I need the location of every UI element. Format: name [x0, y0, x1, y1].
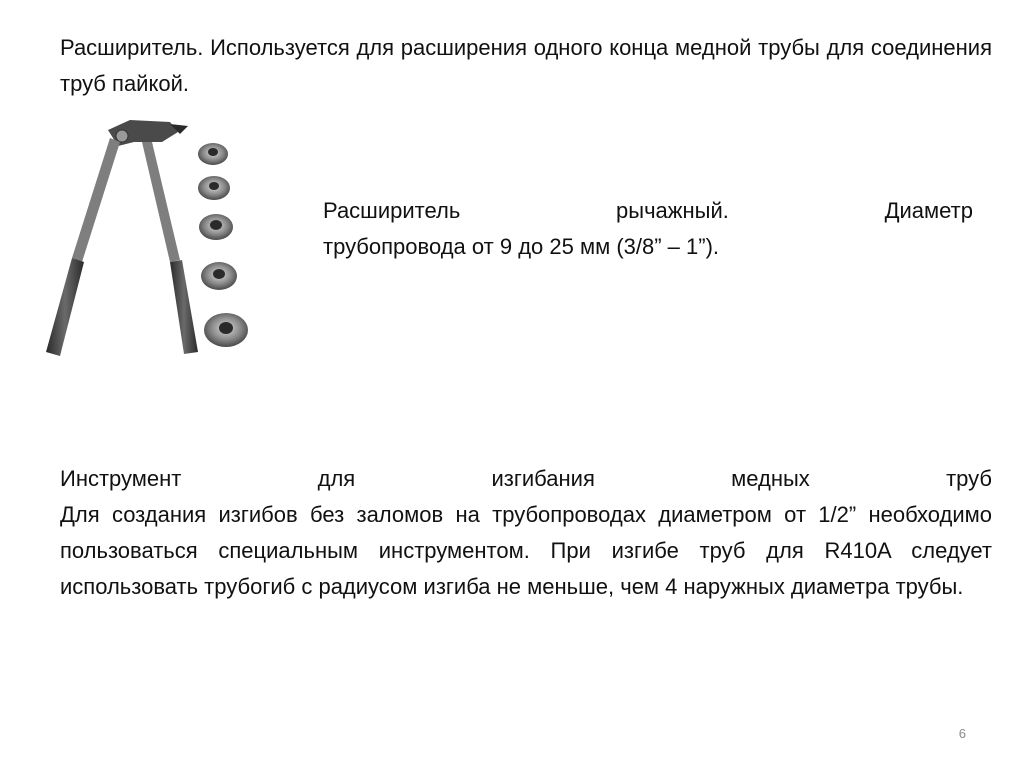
expander-heads [198, 143, 248, 347]
expander-line-2: трубопровода от 9 до 25 мм (3/8” – 1”). [323, 234, 720, 259]
lever-expander-tool-image [30, 112, 280, 372]
expander-line-1: Расширитель рычажный. Диаметр [323, 198, 973, 223]
intro-paragraph [60, 30, 992, 102]
bender-title: Инструмент для изгибания медных труб [60, 466, 992, 491]
pipe-bender-section [60, 461, 992, 605]
intro-text: Расширитель. Используется для расширения одного конца медной трубы для соединения труб пайкой. [60, 35, 992, 96]
expander-description [323, 193, 973, 265]
page-number: 6 [958, 726, 966, 741]
bender-body: Для создания изгибов без заломов на трубопроводах диаметром от 1/2” необходимо пользоваться специальным инструментом. При изгибе труб для R410A следует использовать трубогиб с радиусом изгиба не меньше, чем 4 наружных диаметра трубы. [60, 502, 992, 599]
tool-body [46, 120, 198, 356]
